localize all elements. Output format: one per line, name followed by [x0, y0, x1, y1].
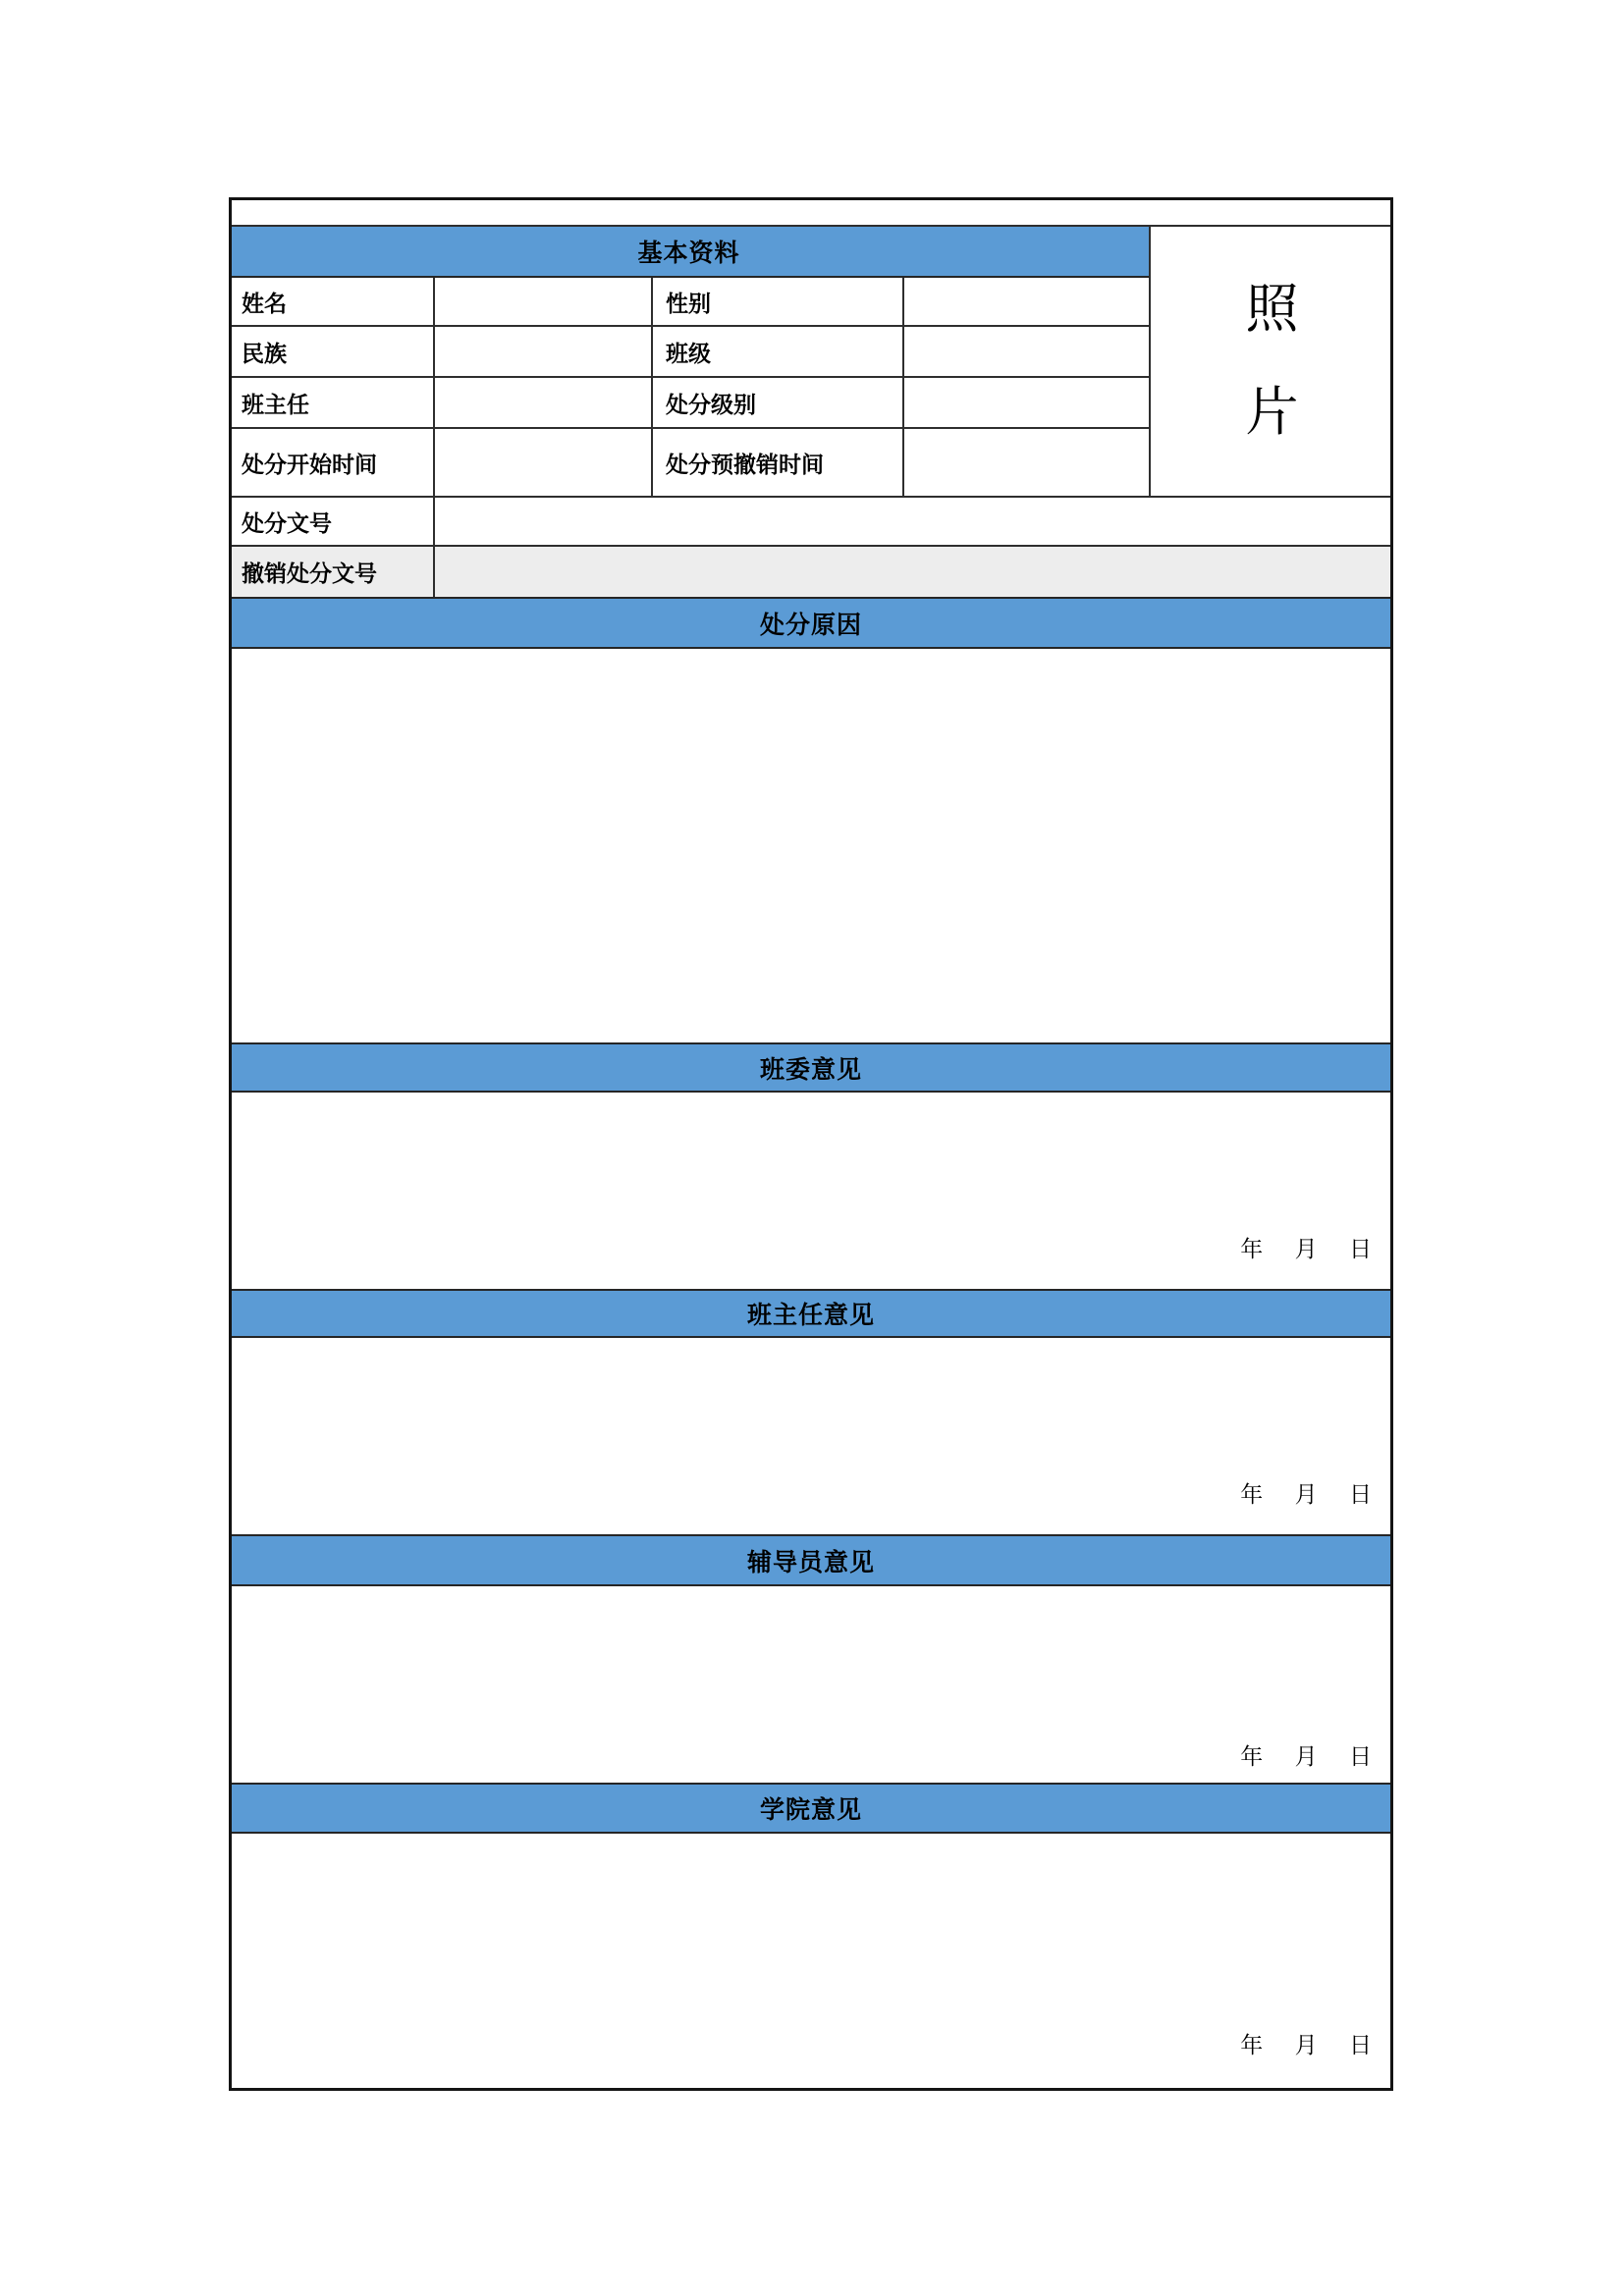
class-committee-date-placeholder: 年 月 日	[1240, 1236, 1372, 1261]
class-label: 班级	[653, 327, 904, 378]
ethnicity-value-cell[interactable]	[435, 327, 653, 378]
college-date-placeholder: 年 月 日	[1240, 2032, 1372, 2057]
college-opinion-content[interactable]	[229, 1834, 1393, 2091]
punishment-doc-number-label: 处分文号	[229, 498, 435, 547]
revoke-doc-number-value-cell[interactable]	[435, 547, 1393, 597]
punishment-expected-revoke-time-value-cell[interactable]	[904, 429, 1149, 498]
section-header-class-committee-opinion	[229, 1042, 1393, 1093]
section-title-counselor-opinion: 辅导员意见	[746, 1548, 875, 1576]
section-title-head-teacher-opinion: 班主任意见	[746, 1302, 875, 1329]
basic-info-header-label: 基本资料	[637, 240, 740, 267]
class-committee-opinion-content[interactable]	[229, 1093, 1393, 1289]
section-title-college-opinion: 学院意见	[759, 1796, 862, 1824]
revoke-doc-row	[229, 547, 1393, 597]
head-teacher-opinion-content[interactable]	[229, 1338, 1393, 1534]
punishment-start-time-value-cell[interactable]	[435, 429, 653, 498]
gender-value-cell[interactable]	[904, 278, 1149, 327]
info-row-3	[229, 378, 1149, 429]
ethnicity-label: 民族	[229, 327, 435, 378]
head-teacher-label: 班主任	[229, 378, 435, 429]
gender-label: 性别	[653, 278, 904, 327]
section-header-head-teacher-opinion	[229, 1289, 1393, 1338]
photo-placeholder-cell[interactable]	[1149, 227, 1393, 498]
info-row-4	[229, 429, 1149, 498]
punishment-expected-revoke-time-label: 处分预撤销时间	[653, 429, 904, 498]
info-row-1	[229, 278, 1149, 327]
counselor-opinion-content[interactable]	[229, 1586, 1393, 1783]
section-header-college-opinion	[229, 1783, 1393, 1834]
head-teacher-date-placeholder: 年 月 日	[1240, 1481, 1372, 1507]
punishment-level-label: 处分级别	[653, 378, 904, 429]
disciplinary-form	[229, 197, 1393, 2091]
name-label: 姓名	[229, 278, 435, 327]
photo-label: 照片	[1245, 279, 1299, 442]
section-header-counselor-opinion	[229, 1534, 1393, 1586]
punishment-level-value-cell[interactable]	[904, 378, 1149, 429]
class-value-cell[interactable]	[904, 327, 1149, 378]
punishment-doc-number-value-cell[interactable]	[435, 498, 1393, 547]
revoke-doc-number-label: 撤销处分文号	[229, 547, 435, 597]
punishment-doc-row	[229, 498, 1393, 547]
head-teacher-value-cell[interactable]	[435, 378, 653, 429]
section-header-punishment-reason	[229, 597, 1393, 649]
section-title-class-committee-opinion: 班委意见	[759, 1055, 862, 1084]
empty-top-row	[229, 197, 1393, 227]
basic-info-header	[229, 227, 1149, 278]
counselor-date-placeholder: 年 月 日	[1240, 1743, 1372, 1769]
punishment-start-time-label: 处分开始时间	[229, 429, 435, 498]
info-row-2	[229, 327, 1149, 378]
punishment-reason-content[interactable]	[229, 649, 1393, 1042]
section-title-punishment-reason: 处分原因	[759, 611, 862, 639]
name-value-cell[interactable]	[435, 278, 653, 327]
